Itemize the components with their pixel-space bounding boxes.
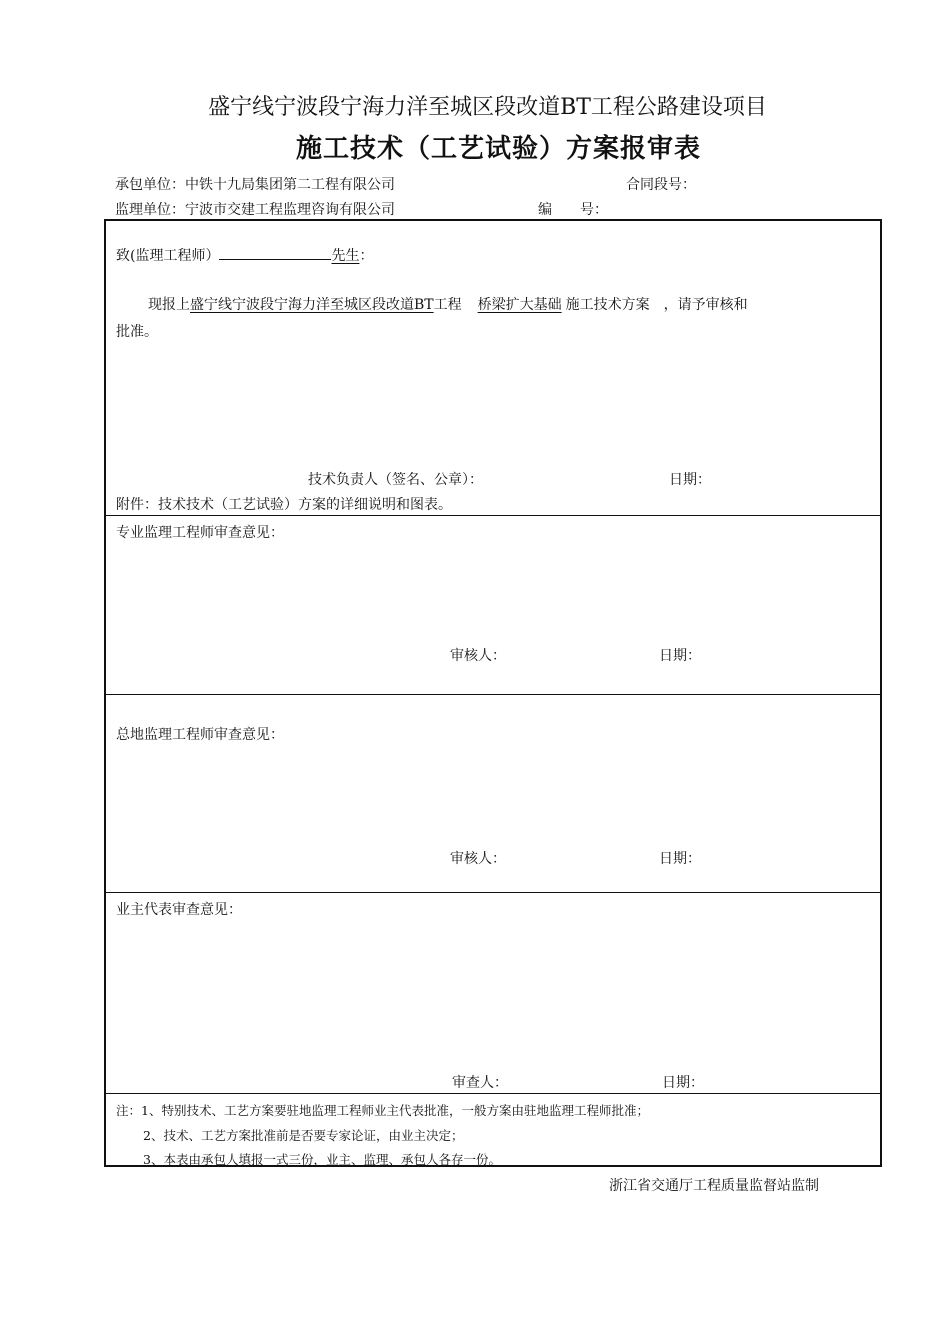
- supervisor-value: 宁波市交建工程监理咨询有限公司: [185, 202, 395, 218]
- issuer-footer: 浙江省交通厅工程质量监督站监制: [609, 1178, 819, 1194]
- section3-date-label: 日期：: [659, 851, 701, 867]
- addressee-suffix: 先生: [331, 248, 360, 264]
- section2-reviewer-label: 审核人：: [450, 648, 506, 664]
- note-2: 2、技术、工艺方案批准前是否要专家论证，由业主决定；: [143, 1128, 464, 1143]
- attachment-note: 附件：技术技术（工艺试验）方案的详细说明和图表。: [116, 497, 452, 513]
- supervisor-label: 监理单位：: [115, 202, 185, 218]
- engineer-name-blank[interactable]: [219, 245, 331, 260]
- section4-date-label: 日期：: [662, 1075, 704, 1091]
- technical-lead-signature-label: 技术负责人（签名、公章）：: [308, 472, 483, 488]
- submission-text: [148, 294, 748, 314]
- supervisor-row: [115, 199, 395, 219]
- divider: [106, 694, 880, 695]
- addressee-line: [116, 245, 373, 265]
- divider: [106, 1093, 880, 1094]
- divider: [106, 515, 880, 516]
- section3-reviewer-label: 审核人：: [450, 851, 506, 867]
- contract-section-label: 合同段号：: [626, 177, 696, 193]
- note-3: 3、本表由承包人填报一式三份，业主、监理、承包人各存一份。: [143, 1152, 501, 1167]
- specialist-review-heading: 专业监理工程师审查意见：: [116, 525, 284, 541]
- number-label: 编 号：: [538, 202, 608, 218]
- section2-date-label: 日期：: [659, 648, 701, 664]
- submission-project: 盛宁线宁波段宁海力洋至城区段改道BT: [190, 297, 434, 313]
- note-1: 注：1、特别技术、工艺方案要驻地监理工程师业主代表批准，一般方案由驻地监理工程师批准；: [116, 1103, 649, 1118]
- contractor-row: [115, 174, 395, 194]
- addressee-prefix: 致(监理工程师）: [116, 248, 220, 264]
- submission-suffix: 施工技术方案 ，请予审核和: [565, 297, 748, 313]
- document-title: 盛宁线宁波段宁海力洋至城区段改道BT工程公路建设项目: [208, 95, 767, 120]
- review-form-table: [104, 219, 882, 1167]
- submission-text-line2: 批准。: [116, 324, 158, 340]
- contractor-label: 承包单位：: [115, 177, 185, 193]
- submission-item: 桥梁扩大基础: [477, 297, 562, 313]
- section4-reviewer-label: 审查人：: [452, 1075, 508, 1091]
- chief-review-heading: 总地监理工程师审查意见：: [116, 727, 284, 743]
- form-title: 施工技术（工艺试验）方案报审表: [295, 134, 701, 164]
- contractor-value: 中铁十九局集团第二工程有限公司: [185, 177, 395, 193]
- submission-prefix: 现报上: [148, 297, 190, 313]
- divider: [106, 892, 880, 893]
- submission-mid: 工程: [433, 297, 462, 313]
- owner-review-heading: 业主代表审查意见：: [116, 902, 242, 918]
- section1-date-label: 日期：: [669, 472, 711, 488]
- addressee-colon: ：: [359, 248, 374, 264]
